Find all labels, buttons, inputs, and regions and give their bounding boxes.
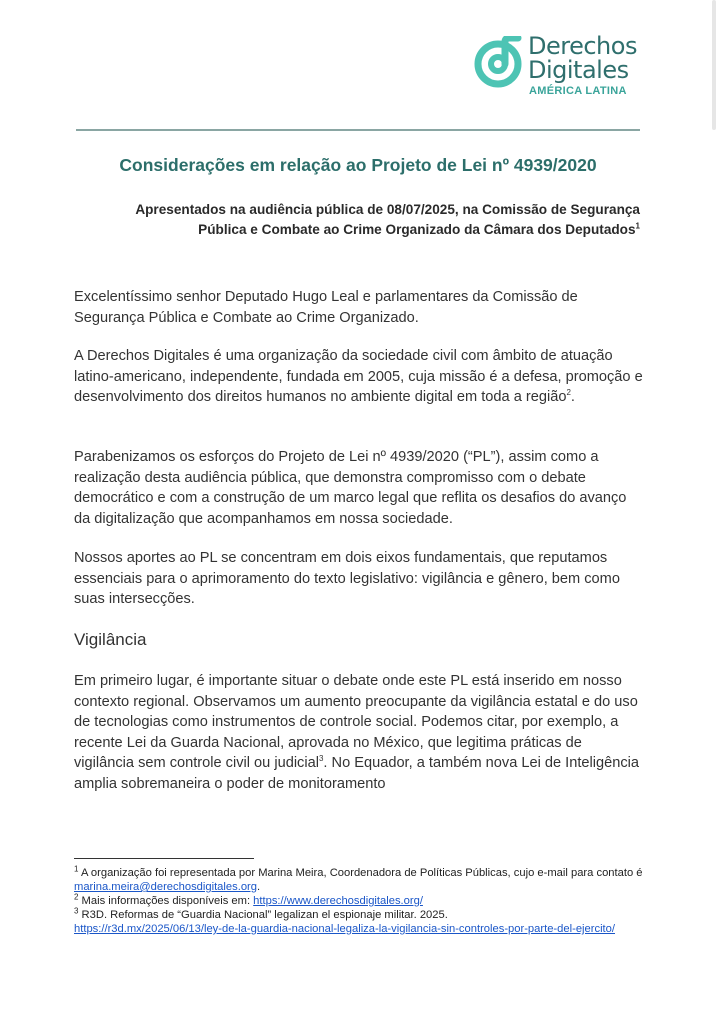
paragraph-congratulations: Parabenizamos os esforços do Projeto de Lei nº 4939/2020 (“PL”), assim como a realização desta audiência pública, que demonstra compromisso com o debate democrático e com a construção de um marco legal que reflita os desafios do avanço da digitalização que acompanhamos em nossa sociedade. xyxy=(74,449,627,527)
footnote-2-text: Mais informações disponíveis em: xyxy=(78,895,254,907)
footnote-3 xyxy=(74,908,644,936)
header-divider xyxy=(76,129,640,131)
footnote-2-number: 2 xyxy=(74,892,79,902)
paragraph-vigilancia xyxy=(74,671,644,794)
footnote-1-number: 1 xyxy=(74,864,79,874)
paragraph-contributions: Nossos aportes ao PL se concentram em dois eixos fundamentais, que reputamos essenciais para o aprimoramento do texto legislativo: vigilância e gênero, bem como suas intersecções. xyxy=(74,550,620,607)
derechos-digitales-logo xyxy=(474,34,644,104)
at-sign-logo-icon xyxy=(474,36,526,88)
footnote-1-text: A organização foi representada por Marina Meira, Coordenadora de Políticas Públicas, cujo e-mail para contato é xyxy=(78,867,643,879)
footnote-3-text: R3D. Reformas de “Guardia Nacional” legalizan el espionaje militar. 2025. xyxy=(78,909,448,921)
section-heading-vigilancia: Vigilância xyxy=(74,630,147,649)
paragraph-greeting: Excelentíssimo senhor Deputado Hugo Leal e parlamentares da Comissão de Segurança Pública e Combate ao Crime Organizado. xyxy=(74,289,578,326)
paragraph-about-text: A Derechos Digitales é uma organização da sociedade civil com âmbito de atuação latino-americano, independente, fundada em 2005, cuja missão é a defesa, promoção e desenvolvimento dos direitos humanos no ambiente digital em toda a região xyxy=(74,348,643,405)
paragraph-vigilancia-text: Em primeiro lugar, é importante situar o debate onde este PL está inserido em nosso contexto regional. Observamos um aumento preocupante da vigilância estatal e do uso de tecnologias como instrumentos de controle social. Podemos citar, por exemplo, a recente Lei da Guarda Nacional, aprovada no México, que legitima práticas de vigilância sem controle civil ou judicial xyxy=(74,673,638,771)
scrollbar[interactable] xyxy=(712,0,716,130)
paragraph-about-end: . xyxy=(570,389,575,405)
footnote-1 xyxy=(74,866,644,894)
website-link[interactable]: https://www.derechosdigitales.org/ xyxy=(253,895,423,907)
footnote-ref-3[interactable]: 3 xyxy=(318,754,324,764)
footnote-ref-2[interactable]: 2 xyxy=(566,388,571,398)
paragraph-about xyxy=(74,346,644,408)
footnote-2 xyxy=(74,894,644,908)
logo-text-line1: Derechos xyxy=(528,32,637,60)
subtitle-line2: Pública e Combate ao Crime Organizado da Câmara dos Deputados xyxy=(198,222,636,237)
r3d-article-link[interactable]: https://r3d.mx/2025/06/13/ley-de-la-guardia-nacional-legaliza-la-vigilancia-sin-controles-por-parte-del-ejercito/ xyxy=(74,923,615,935)
paragraph-vigilancia-continued: . No Equador, a também nova Lei de Inteligência amplia sobremaneira o poder de monitoramento xyxy=(74,755,640,792)
footnote-divider xyxy=(74,858,254,859)
document-subtitle xyxy=(60,200,640,240)
footnote-3-number: 3 xyxy=(74,906,79,916)
email-link[interactable]: marina.meira@derechosdigitales.org xyxy=(74,881,257,893)
logo-text-line2: Digitales xyxy=(528,56,629,84)
footnotes xyxy=(74,866,644,936)
footnote-ref-1[interactable]: 1 xyxy=(635,221,640,231)
subtitle-line1: Apresentados na audiência pública de 08/07/2025, na Comissão de Segurança xyxy=(135,202,640,217)
document-title: Considerações em relação ao Projeto de Lei nº 4939/2020 xyxy=(119,155,597,175)
footnote-1-end: . xyxy=(256,881,261,893)
logo-subtitle: AMÉRICA LATINA xyxy=(529,85,627,97)
